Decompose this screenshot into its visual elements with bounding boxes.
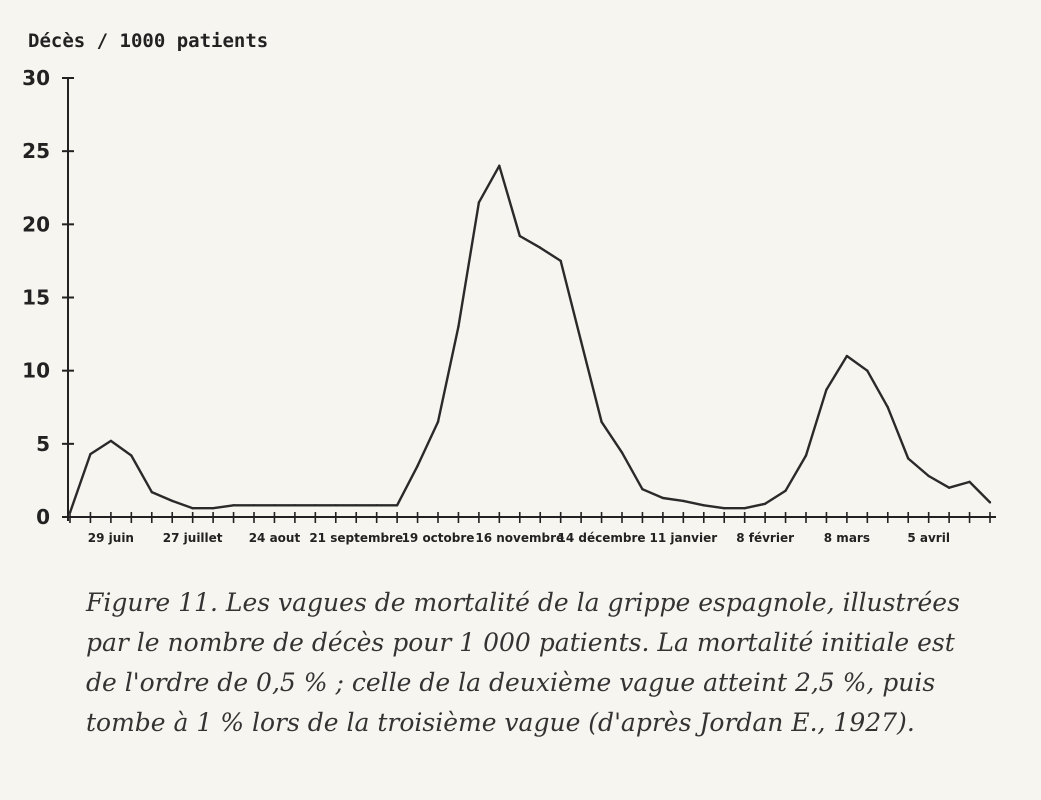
data-point	[968, 481, 970, 483]
data-point	[682, 500, 684, 502]
mortality-series-line	[70, 166, 990, 513]
y-axis-label: Décès / 1000 patients	[28, 30, 269, 52]
data-point	[805, 454, 807, 456]
y-axis	[22, 66, 74, 529]
data-point	[375, 504, 377, 506]
x-tick-label: 27 juillet	[162, 531, 223, 545]
x-axis	[68, 512, 996, 545]
data-point	[600, 421, 602, 423]
data-point	[621, 451, 623, 453]
y-tick-label: 0	[36, 505, 50, 529]
data-point	[866, 369, 868, 371]
series-group	[69, 165, 991, 514]
data-point	[212, 507, 214, 509]
data-point	[416, 465, 418, 467]
data-point	[314, 504, 316, 506]
data-point	[887, 406, 889, 408]
data-point	[519, 235, 521, 237]
data-point	[580, 340, 582, 342]
data-point	[498, 165, 500, 167]
data-point	[294, 504, 296, 506]
x-tick-label: 8 mars	[823, 531, 870, 545]
data-point	[846, 355, 848, 357]
data-point	[396, 504, 398, 506]
x-tick-label: 24 aout	[248, 531, 301, 545]
x-tick-label: 19 octobre	[401, 531, 475, 545]
data-point	[825, 388, 827, 390]
y-tick-label: 25	[22, 139, 50, 164]
x-tick-label: 29 juin	[87, 531, 134, 545]
data-point	[130, 454, 132, 456]
data-point	[355, 504, 357, 506]
y-tick-label: 10	[22, 358, 50, 383]
x-tick-label: 8 février	[736, 531, 795, 545]
data-point	[110, 440, 112, 442]
data-point	[641, 488, 643, 490]
data-point	[171, 500, 173, 502]
data-point	[927, 475, 929, 477]
x-tick-label: 14 décembre	[557, 531, 646, 545]
x-tick-label: 16 novembre	[475, 531, 565, 545]
x-tick-label: 21 septembre	[309, 531, 404, 545]
data-point	[784, 489, 786, 491]
data-point	[723, 507, 725, 509]
data-point	[559, 260, 561, 262]
data-point	[151, 491, 153, 493]
x-tick-label: 11 janvier	[649, 531, 718, 545]
data-point	[662, 497, 664, 499]
data-point	[457, 326, 459, 328]
data-point	[253, 504, 255, 506]
figure-caption: Figure 11. Les vagues de mortalité de la grippe espagnole, illustrées par le nombre de décès pour 1 000 patients. La mortalité initiale est de l'ordre de 0,5 % ; celle de la deuxième vague atteint 2,5 %, puis tombe à 1 % lors de la troisième vague (d'après Jordan E., 1927).	[86, 588, 960, 737]
y-tick-label: 30	[22, 66, 50, 90]
data-point	[764, 503, 766, 505]
data-point	[69, 511, 71, 513]
data-point	[89, 453, 91, 455]
data-point	[232, 504, 234, 506]
data-point	[907, 457, 909, 459]
data-point	[948, 487, 950, 489]
data-point	[989, 501, 991, 503]
x-tick-label: 5 avril	[907, 531, 950, 545]
data-point	[191, 507, 193, 509]
data-point	[539, 247, 541, 249]
data-point	[703, 504, 705, 506]
data-point	[273, 504, 275, 506]
data-point	[437, 421, 439, 423]
y-tick-label: 15	[22, 285, 50, 310]
data-point	[335, 504, 337, 506]
y-tick-label: 20	[22, 212, 50, 237]
data-point	[743, 507, 745, 509]
y-tick-label: 5	[36, 431, 50, 456]
data-point	[478, 201, 480, 203]
